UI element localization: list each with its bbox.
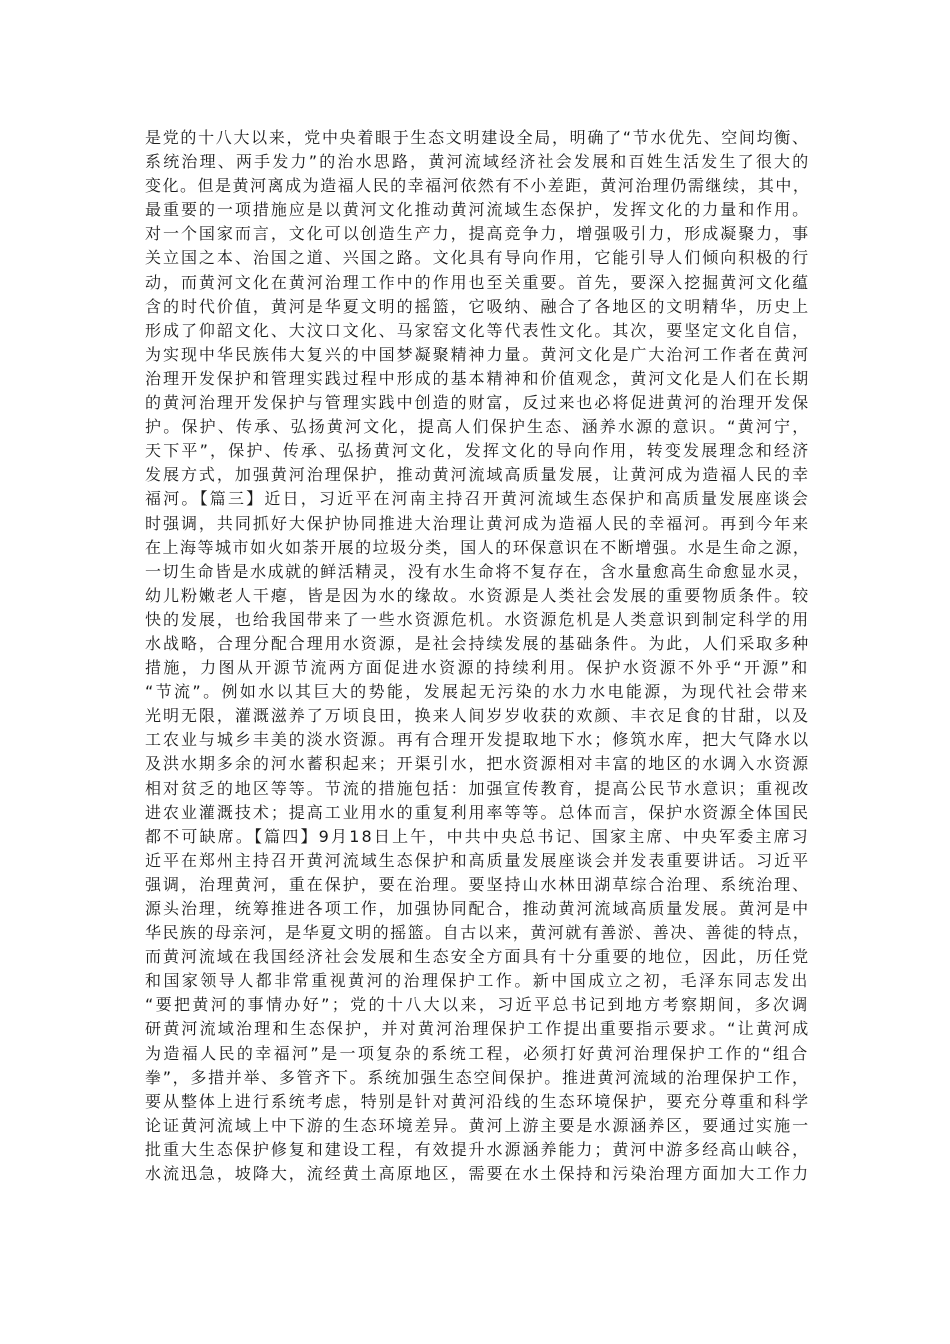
text-line: 水流迅急，坡降大，流经黄土高原地区，需要在水土保持和污染治理方面加大工作力 <box>145 1164 811 1184</box>
text-line: 福河。【篇三】近日，习近平在河南主持召开黄河流域生态保护和高质量发展座谈会 <box>145 489 811 509</box>
text-line: 拳”，多措并举、多管齐下。系统加强生态空间保护。推进黄河流域的治理保护工作， <box>145 1067 810 1087</box>
text-line: 要从整体上进行系统考虑，特别是针对黄河沿线的生态环境保护，要充分尊重和科学 <box>145 1091 811 1111</box>
text-line: “节流”。例如水以其巨大的势能，发展起无污染的水力水电能源，为现代社会带来 <box>145 682 810 702</box>
text-line: 相对贫乏的地区等等。节流的措施包括：加强宣传教育，提高公民节水意识；重视改 <box>145 778 811 798</box>
text-line: 变化。但是黄河离成为造福人民的幸福河依然有不小差距，黄河治理仍需继续，其中， <box>145 176 811 196</box>
text-line: 系统治理、两手发力”的治水思路，黄河流域经济社会发展和百姓生活发生了很大的 <box>145 152 811 172</box>
text-line: 发展方式，加强黄河治理保护，推动黄河流域高质量发展，让黄河成为造福人民的幸 <box>145 465 811 485</box>
text-line: 最重要的一项措施应是以黄河文化推动黄河流域生态保护，发挥文化的力量和作用。 <box>145 200 811 220</box>
text-line: 源头治理，统筹推进各项工作，加强协同配合，推动黄河流域高质量发展。黄河是中 <box>145 899 811 918</box>
text-line: 措施，力图从开源节流两方面促进水资源的持续利用。保护水资源不外乎“开源”和 <box>145 658 810 678</box>
text-line: 强调，治理黄河，重在保护，要在治理。要坚持山水林田湖草综合治理、系统治理、 <box>145 874 811 894</box>
text-line: 在上海等城市如火如荼开展的垃圾分类，国人的环保意识在不断增强。水是生命之源， <box>145 537 811 557</box>
text-line: 和国家领导人都非常重视黄河的治理保护工作。新中国成立之初，毛泽东同志发出 <box>145 971 810 991</box>
text-line: 为实现中华民族伟大复兴的中国梦凝聚精神力量。黄河文化是广大治河工作者在黄河 <box>145 344 811 364</box>
text-line: 进农业灌溉技术；提高工业用水的重复利用率等等。总体而言，保护水资源全体国民 <box>145 802 811 822</box>
body-text <box>145 126 810 1186</box>
text-line: 的黄河治理开发保护与管理实践中创造的财富，反过来也必将促进黄河的治理开发保 <box>145 393 811 413</box>
text-line: 是党的十八大以来，党中央着眼于生态文明建设全局，明确了“节水优先、空间均衡、 <box>145 128 810 147</box>
text-line: 及洪水期多余的河水蓄积起来；开渠引水，把水资源相对丰富的地区的水调入水资源 <box>145 754 811 774</box>
text-line: 形成了仰韶文化、大汶口文化、马家窑文化等代表性文化。其次，要坚定文化自信， <box>145 320 811 340</box>
text-line: 快的发展，也给我国带来了一些水资源危机。水资源危机是人类意识到制定科学的用 <box>145 609 811 629</box>
text-line: “要把黄河的事情办好”；党的十八大以来，习近平总书记到地方考察期间，多次调 <box>145 995 810 1015</box>
text-line: 对一个国家而言，文化可以创造生产力，提高竞争力，增强吸引力，形成凝聚力，事 <box>145 224 811 244</box>
text-line: 光明无限，灌溉滋养了万顷良田，换来人间岁岁收获的欢颜、丰衣足食的甘甜，以及 <box>145 706 811 726</box>
text-line: 动，而黄河文化在黄河治理工作中的作用也至关重要。首先，要深入挖掘黄河文化蕴 <box>145 272 811 292</box>
text-line: 研黄河流域治理和生态保护，并对黄河治理保护工作提出重要指示要求。“让黄河成 <box>145 1019 811 1039</box>
text-line: 时强调，共同抓好大保护协同推进大治理让黄河成为造福人民的幸福河。再到今年来 <box>145 513 811 533</box>
text-line: 而黄河流域在我国经济社会发展和生态安全方面具有十分重要的地位，因此，历任党 <box>145 947 811 967</box>
text-line: 治理开发保护和管理实践过程中形成的基本精神和价值观念，黄河文化是人们在长期 <box>145 368 811 388</box>
text-line: 论证黄河流域上中下游的生态环境差异。黄河上游主要是水源涵养区，要通过实施一 <box>145 1115 811 1135</box>
text-line: 幼儿粉嫩老人干瘪，皆是因为水的缘故。水资源是人类社会发展的重要物质条件。较 <box>145 585 811 605</box>
text-line: 都不可缺席。【篇四】9月18日上午，中共中央总书记、国家主席、中央军委主席习 <box>145 826 810 846</box>
text-line: 工农业与城乡丰美的淡水资源。再有合理开发提取地下水；修筑水库，把大气降水以 <box>145 730 811 750</box>
text-line: 为造福人民的幸福河”是一项复杂的系统工程，必须打好黄河治理保护工作的“组合 <box>145 1043 810 1063</box>
text-line: 一切生命皆是水成就的鲜活精灵，没有水生命将不复存在，含水量愈高生命愈显水灵， <box>145 561 811 581</box>
text-line: 近平在郑州主持召开黄河流域生态保护和高质量发展座谈会并发表重要讲话。习近平 <box>145 850 811 870</box>
text-line: 水战略，合理分配合理用水资源，是社会持续发展的基础条件。为此，人们采取多种 <box>145 633 811 653</box>
text-line: 护。保护、传承、弘扬黄河文化，提高人们保护生态、涵养水源的意识。“黄河宁， <box>145 417 811 437</box>
text-line: 批重大生态保护修复和建设工程，有效提升水源涵养能力；黄河中游多经高山峡谷， <box>145 1139 811 1159</box>
text-line: 天下平”，保护、传承、弘扬黄河文化，发挥文化的导向作用，转变发展理念和经济 <box>145 441 811 461</box>
text-line: 关立国之本、治国之道、兴国之路。文化具有导向作用，它能引导人们倾向积极的行 <box>145 248 811 268</box>
text-line: 华民族的母亲河，是华夏文明的摇篮。自古以来，黄河就有善淤、善决、善徙的特点， <box>145 923 811 943</box>
text-line: 含的时代价值，黄河是华夏文明的摇篮，它吸纳、融合了各地区的文明精华，历史上 <box>145 296 811 316</box>
